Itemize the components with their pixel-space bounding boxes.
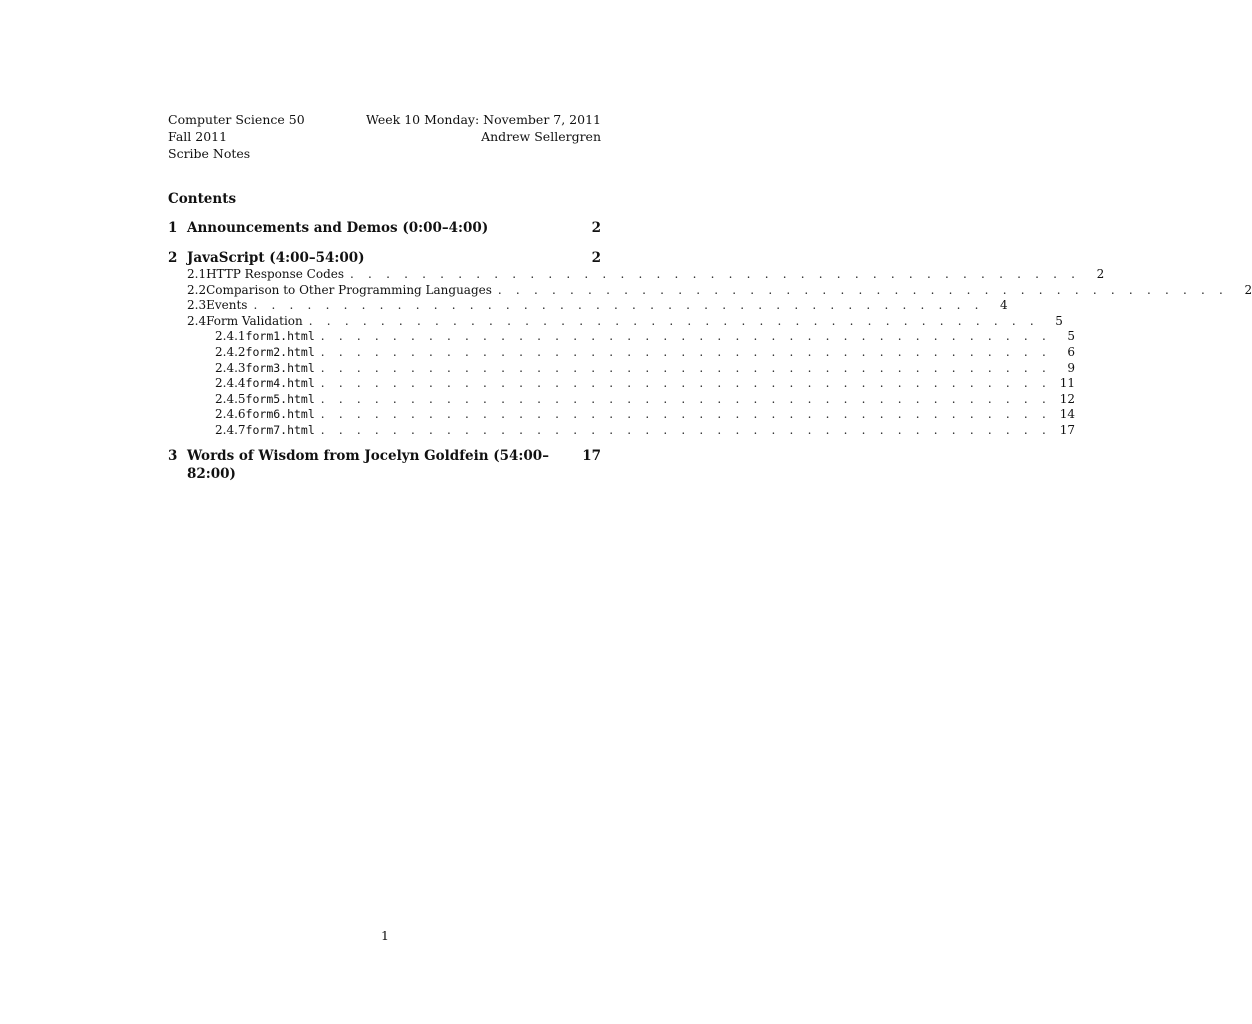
subsubsection-page: 11 bbox=[1059, 376, 1075, 391]
subsubsection-number: 2.4.2 bbox=[215, 344, 246, 359]
subsubsection-number: 2.4.4 bbox=[215, 376, 246, 391]
toc-section-1[interactable] bbox=[168, 219, 601, 237]
subsection-title: Form Validation bbox=[206, 313, 303, 328]
toc-subsubsection-2-4-6[interactable] bbox=[168, 407, 1075, 423]
subsection-page: 4 bbox=[999, 298, 1008, 313]
subsubsection-title: form5.html bbox=[245, 391, 315, 406]
subsubsection-number: 2.4.3 bbox=[215, 360, 246, 375]
subsection-page: 2 bbox=[1096, 267, 1105, 281]
subsubsection-page: 5 bbox=[1067, 329, 1075, 344]
subsubsection-title: form6.html bbox=[245, 407, 315, 422]
dot-leader: . . . . . . . . . . . . . . . . . . . . . . . . . . . . . . . . . . . . . . . . . bbox=[253, 298, 984, 313]
subsubsection-number: 2.4.1 bbox=[215, 329, 246, 344]
course-name: Computer Science 50 bbox=[168, 112, 305, 127]
subsection-number: 2.3 bbox=[187, 298, 207, 313]
toc-subsection-2-4[interactable] bbox=[168, 313, 1063, 330]
dot-leader: . . . . . . . . . . . . . . . . . . . . . . . . . . . . . . . . . . . . . . . . . bbox=[320, 391, 1051, 406]
toc-subsubsection-2-4-1[interactable] bbox=[168, 329, 1075, 345]
subsection-title: Comparison to Other Programming Languages bbox=[206, 282, 492, 297]
section-title: Words of Wisdom from Jocelyn Goldfein (54:00–82:00) bbox=[187, 447, 549, 482]
section-number: 1 bbox=[168, 220, 178, 236]
dot-leader: . . . . . . . . . . . . . . . . . . . . . . . . . . . . . . . . . . . . . . . . . bbox=[320, 360, 1051, 375]
toc-subsection-2-2[interactable] bbox=[168, 282, 1252, 299]
subsection-number: 2.2 bbox=[187, 282, 207, 297]
section-page: 2 bbox=[591, 250, 601, 266]
dot-leader: . . . . . . . . . . . . . . . . . . . . . . . . . . . . . . . . . . . . . . . . . bbox=[320, 329, 1051, 344]
subsection-page: 5 bbox=[1055, 313, 1063, 328]
toc-subsubsection-2-4-7[interactable] bbox=[168, 422, 1075, 439]
section-page: 17 bbox=[582, 447, 601, 464]
subsection-page: 2 bbox=[1244, 282, 1252, 297]
toc-subsubsection-2-4-2[interactable] bbox=[168, 344, 1075, 361]
table-of-contents bbox=[168, 219, 1252, 483]
section-number: 3 bbox=[168, 447, 178, 464]
section-title: Announcements and Demos (0:00–4:00) bbox=[187, 220, 489, 236]
term: Fall 2011 bbox=[168, 129, 228, 144]
subsubsection-page: 6 bbox=[1067, 344, 1075, 359]
subsection-title: HTTP Response Codes bbox=[206, 267, 345, 281]
dot-leader: . . . . . . . . . . . . . . . . . . . . . . . . . . . . . . . . . . . . . . . . . bbox=[320, 344, 1051, 359]
lecture-date: Week 10 Monday: November 7, 2011 bbox=[366, 112, 601, 127]
subsubsection-title: form3.html bbox=[245, 360, 315, 375]
dot-leader: . . . . . . . . . . . . . . . . . . . . . . . . . . . . . . . . . . . . . . . . . bbox=[320, 407, 1051, 422]
subsection-title: Events bbox=[206, 298, 248, 313]
subsubsection-title: form4.html bbox=[245, 376, 315, 391]
subsubsection-page: 12 bbox=[1059, 391, 1075, 406]
subsubsection-number: 2.4.6 bbox=[215, 407, 246, 422]
dot-leader: . . . . . . . . . . . . . . . . . . . . . . . . . . . . . . . . . . . . . . . . . bbox=[350, 267, 1081, 281]
dot-leader: . . . . . . . . . . . . . . . . . . . . . . . . . . . . . . . . . . . . . . . . . bbox=[320, 376, 1051, 391]
toc-subsubsection-2-4-4[interactable] bbox=[168, 376, 1075, 392]
toc-subsubsection-2-4-5[interactable] bbox=[168, 391, 1075, 408]
author: Andrew Sellergren bbox=[481, 129, 601, 144]
subsection-number: 2.1 bbox=[187, 267, 207, 281]
toc-subsection-2-1[interactable] bbox=[168, 267, 1105, 283]
section-page: 2 bbox=[591, 220, 601, 236]
section-title: JavaScript (4:00–54:00) bbox=[187, 250, 365, 266]
subsubsection-page: 9 bbox=[1067, 360, 1075, 375]
header-right bbox=[366, 111, 601, 145]
toc-subsubsection-2-4-3[interactable] bbox=[168, 360, 1075, 377]
subsubsection-page: 14 bbox=[1059, 407, 1075, 422]
subsection-number: 2.4 bbox=[187, 313, 207, 328]
toc-section-2[interactable] bbox=[168, 249, 601, 267]
header-left bbox=[168, 111, 305, 162]
contents-heading: Contents bbox=[168, 191, 237, 207]
subsubsection-number: 2.4.7 bbox=[215, 422, 246, 437]
doc-type: Scribe Notes bbox=[168, 146, 251, 161]
section-number: 2 bbox=[168, 250, 178, 266]
toc-section-3[interactable] bbox=[168, 447, 601, 483]
page-number: 1 bbox=[381, 928, 389, 943]
dot-leader: . . . . . . . . . . . . . . . . . . . . . . . . . . . . . . . . . . . . . . . . . bbox=[308, 313, 1039, 328]
dot-leader: . . . . . . . . . . . . . . . . . . . . . . . . . . . . . . . . . . . . . . . . . bbox=[320, 422, 1051, 437]
subsubsection-title: form7.html bbox=[245, 422, 315, 437]
subsubsection-title: form2.html bbox=[245, 344, 315, 359]
subsubsection-page: 17 bbox=[1059, 422, 1075, 437]
toc-subsection-2-3[interactable] bbox=[168, 298, 1008, 314]
subsubsection-number: 2.4.5 bbox=[215, 391, 246, 406]
dot-leader: . . . . . . . . . . . . . . . . . . . . . . . . . . . . . . . . . . . . . . . . . bbox=[497, 282, 1229, 297]
subsubsection-title: form1.html bbox=[245, 329, 315, 344]
